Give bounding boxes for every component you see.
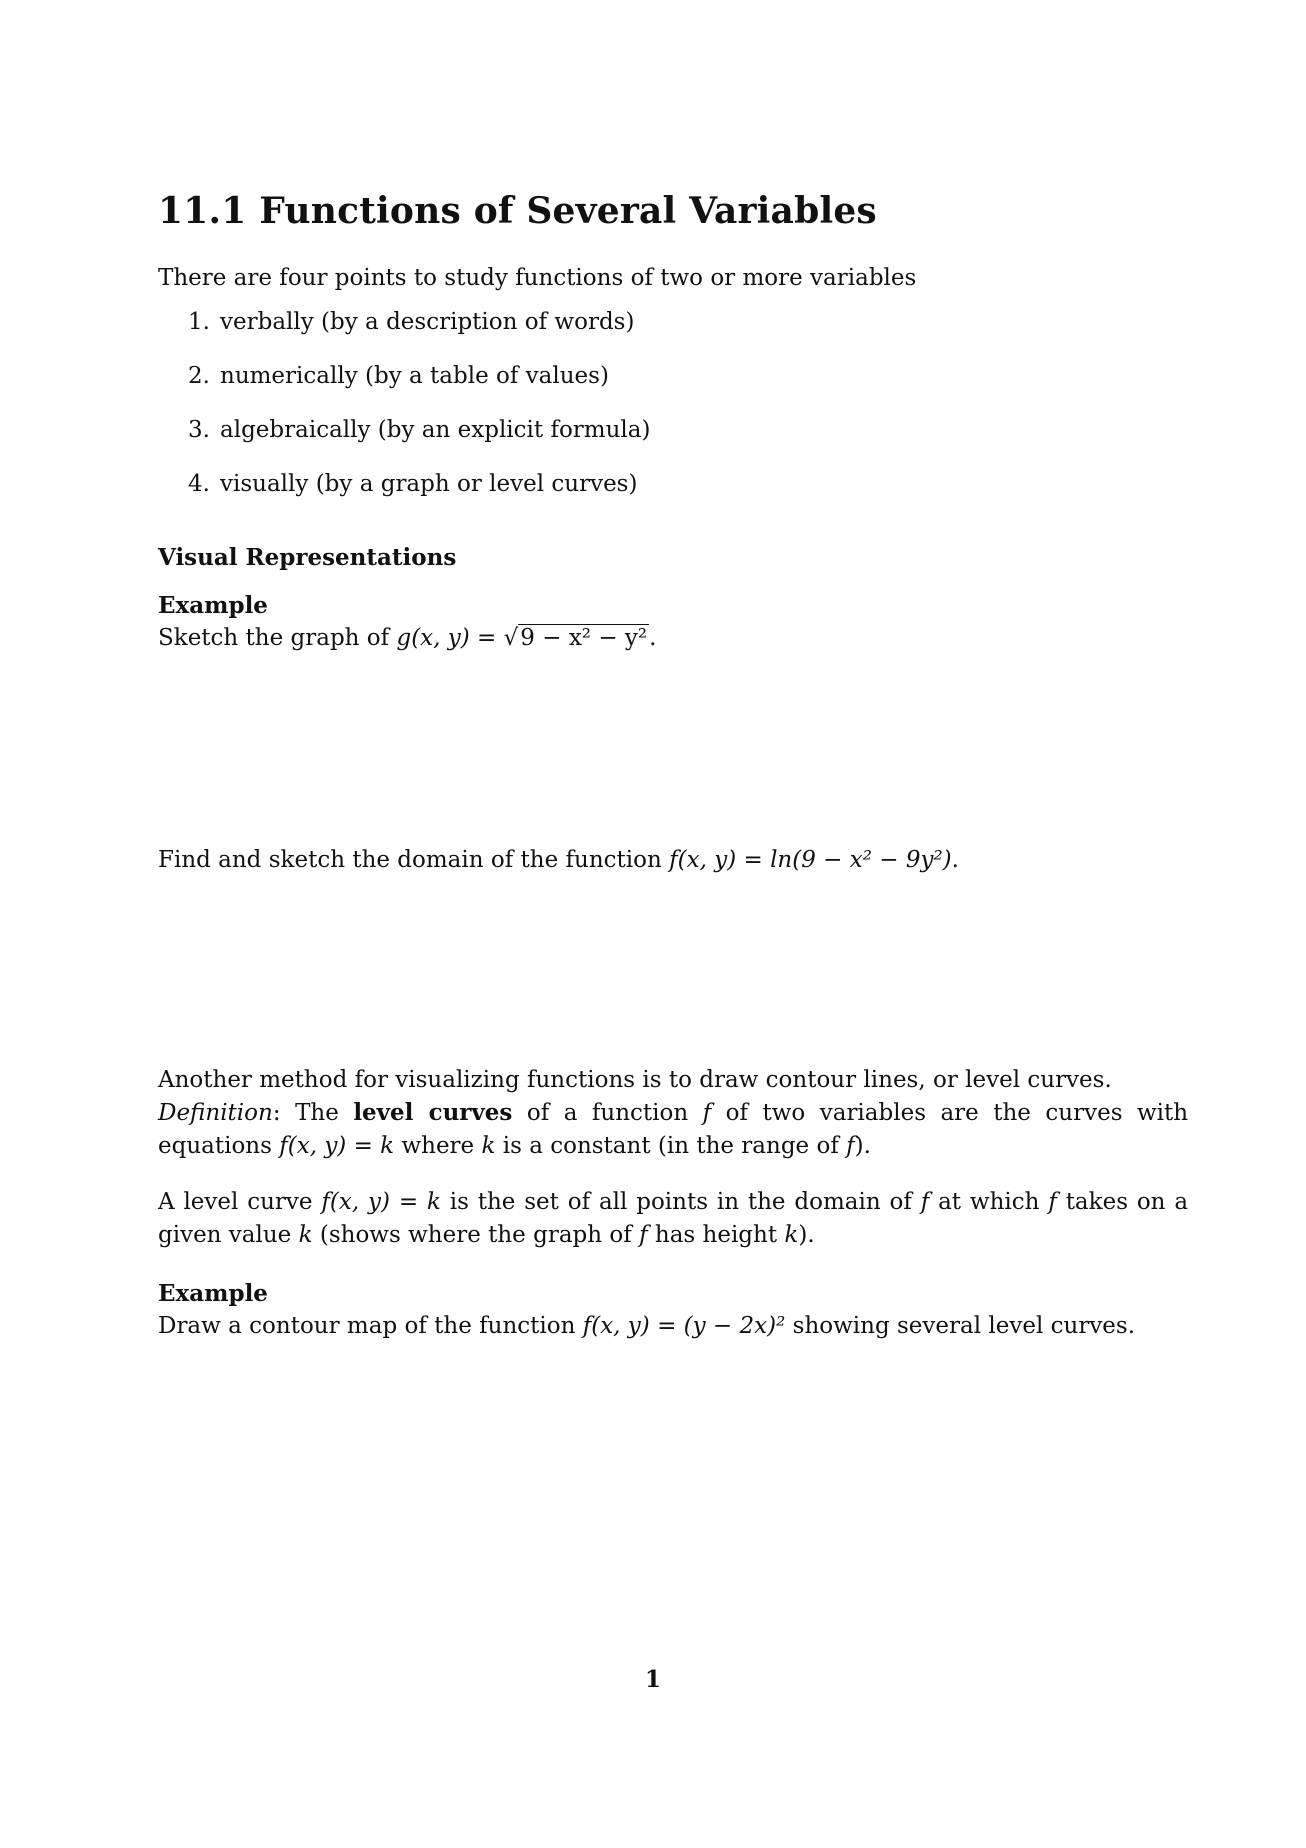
definition-label: Definition	[158, 1100, 273, 1126]
domain-problem-label: Find and sketch the domain of the function	[158, 847, 662, 873]
square-root	[504, 622, 649, 655]
example-heading: Example	[158, 1280, 268, 1307]
level-curve-text: has height	[654, 1222, 778, 1248]
definition-term: level curves	[353, 1099, 513, 1126]
methods-list	[188, 306, 650, 522]
level-curve-text: at which	[938, 1189, 1040, 1215]
level-curve-text: ).	[798, 1222, 815, 1248]
sentence-end: .	[649, 625, 657, 651]
list-item	[188, 360, 650, 414]
domain-formula: f(x, y) = ln(9 − x² − 9y²)	[669, 847, 952, 873]
definition-text: of a function	[526, 1100, 689, 1126]
math-f: f	[702, 1100, 712, 1126]
list-text: visually (by a graph or level curves)	[220, 471, 638, 497]
function-lhs: g(x, y) =	[396, 625, 497, 651]
example-heading: Example	[158, 592, 268, 619]
example-sketch-label: Sketch the graph of	[158, 625, 390, 651]
math-f: f	[846, 1133, 855, 1159]
radical-sign-icon: √	[503, 625, 519, 651]
definition-paragraph	[158, 1096, 1188, 1163]
definition-text: where	[401, 1133, 475, 1159]
math-k: k	[481, 1133, 496, 1159]
section-title: 11.1 Functions of Several Variables	[158, 190, 877, 232]
contour-example-label: Draw a contour map of the function	[158, 1313, 576, 1339]
contour-formula: f(x, y) = (y − 2x)²	[582, 1313, 786, 1339]
list-text: numerically (by a table of values)	[220, 363, 609, 389]
level-curve-text: A level curve	[158, 1189, 313, 1215]
level-curve-equation: f(x, y) = k	[321, 1189, 441, 1215]
math-f: f	[639, 1222, 648, 1248]
contour-example-text	[158, 1310, 1135, 1343]
domain-problem-text	[158, 844, 959, 877]
level-curve-equation: f(x, y) = k	[279, 1133, 395, 1159]
level-curve-text: (shows where the graph of	[319, 1222, 632, 1248]
level-curve-text: is the set of all points in the domain of	[449, 1189, 912, 1215]
sentence-end: .	[951, 847, 959, 873]
list-number: 1.	[188, 309, 210, 335]
definition-text: is a constant (in the range of	[502, 1133, 839, 1159]
definition-text: of two variables are the curves with equations	[158, 1100, 1189, 1159]
math-k: k	[298, 1222, 313, 1248]
intro-text: There are four points to study functions of two or more variables	[158, 265, 917, 291]
list-number: 2.	[188, 363, 210, 389]
level-curve-text: takes on a given value	[158, 1189, 1189, 1248]
definition-text: ).	[854, 1133, 871, 1159]
definition-colon: :	[272, 1100, 281, 1126]
math-k: k	[784, 1222, 799, 1248]
list-item	[188, 414, 650, 468]
list-number: 3.	[188, 417, 210, 443]
list-text: verbally (by a description of words)	[220, 309, 635, 335]
example-sketch-text	[158, 622, 656, 655]
radicand: 9 − x² − y²	[520, 625, 648, 651]
contour-intro-text: Another method for visualizing functions is to draw contour lines, or level curves.	[158, 1067, 1112, 1093]
contour-example-end: showing several level curves.	[792, 1313, 1136, 1339]
math-f: f	[920, 1189, 930, 1215]
list-item	[188, 468, 650, 522]
page-number: 1	[644, 1666, 661, 1693]
list-number: 4.	[188, 471, 210, 497]
list-text: algebraically (by an explicit formula)	[220, 417, 651, 443]
level-curve-paragraph	[158, 1186, 1188, 1252]
visual-representations-heading: Visual Representations	[158, 544, 457, 571]
definition-text: The	[295, 1100, 339, 1126]
list-item	[188, 306, 650, 360]
math-f: f	[1048, 1189, 1057, 1215]
